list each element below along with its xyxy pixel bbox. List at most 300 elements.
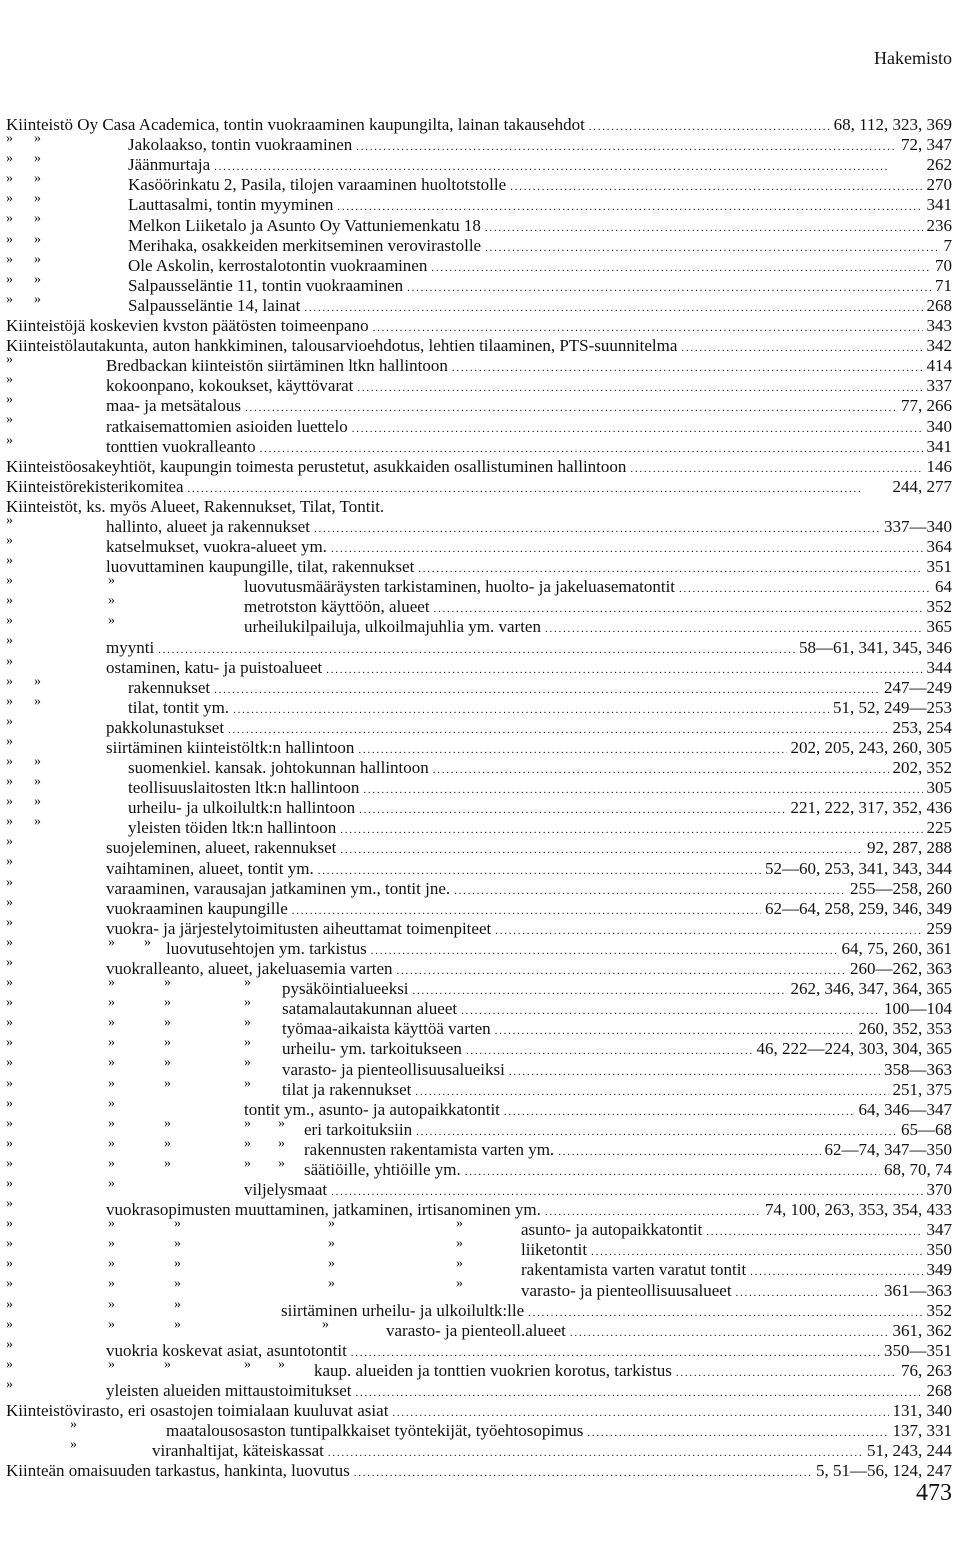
entry-pages: 260—262, 363 [850,959,952,979]
leader-dots [485,236,939,256]
entry-text: Jäänmurtaja [128,155,211,175]
ditto-mark: » [244,1115,251,1131]
entry-text: Lauttasalmi, tontin myyminen [128,195,334,215]
leader-dots [570,1321,889,1341]
index-entries [6,110,952,1481]
ditto-marks [6,552,106,572]
entry-pages: 77, 266 [901,396,952,416]
ditto-mark: » [6,854,13,870]
entry-pages: 52—60, 253, 341, 343, 344 [765,858,952,878]
ditto-mark: » [34,794,41,810]
ditto-marks [6,954,106,974]
entry-text: tontit ym., asunto- ja autopaikkatontit [244,1099,500,1119]
ditto-mark: » [6,673,13,689]
entry-pages: 259 [926,918,952,938]
leader-dots [676,1361,897,1381]
leader-dots [331,1180,922,1200]
ditto-mark: » [6,532,13,548]
ditto-mark: » [6,713,13,729]
entry-text: katselmukset, vuokra-alueet ym. [106,537,327,557]
leader-dots [351,1341,880,1361]
ditto-mark: » [6,1035,13,1051]
entry-text: siirtäminen urheilu- ja ulkoilultk:lle [281,1300,525,1320]
ditto-mark: » [6,1196,13,1212]
ditto-marks [6,231,128,251]
entry-pages: 251, 375 [892,1079,952,1099]
leader-dots [358,738,786,758]
ditto-mark: » [328,1236,335,1252]
ditto-mark: » [6,251,13,267]
leader-dots [397,959,846,979]
entry-pages: 340 [926,416,952,436]
leader-dots [630,457,922,477]
leader-dots [528,1301,922,1321]
entry-text: asunto- ja autopaikkatontit [521,1220,703,1240]
entry-text: Melkon Liiketalo ja Asunto Oy Vattuniemenkatu 18 [128,215,481,235]
entry-text: eri tarkoituksiin [304,1119,413,1139]
leader-dots [214,678,880,698]
ditto-marks [6,1436,152,1456]
entry-pages: 344 [926,657,952,677]
entry-pages: 341 [926,195,952,215]
ditto-marks [6,693,128,713]
ditto-mark: » [108,1216,115,1232]
entry-text: ratkaisemattomien asioiden luettelo [106,416,348,436]
entry-text: urheilu- ym. tarkoitukseen [282,1039,462,1059]
ditto-mark: » [244,1155,251,1171]
ditto-marks [6,833,106,853]
entry-pages: 62—74, 347—350 [824,1139,952,1159]
ditto-marks [6,1255,521,1275]
entry-text: Kiinteistö Oy Casa Academica, tontin vuokraaminen kaupungilta, lainan takausehdot [6,115,585,135]
entry-pages: 62—64, 258, 259, 346, 349 [765,898,952,918]
entry-pages: 68, 70, 74 [884,1159,952,1179]
ditto-mark: » [108,1316,115,1332]
ditto-mark: » [108,1035,115,1051]
leader-dots [413,979,787,999]
leader-dots [681,336,922,356]
entry-pages: 361, 362 [892,1320,952,1340]
ditto-marks [6,1336,106,1356]
leader-dots [431,256,931,276]
ditto-mark: » [70,1417,77,1433]
entry-text: työmaa-aikaista käyttöä varten [282,1019,491,1039]
entry-text: pysäköintialueeksi [282,979,409,999]
ditto-mark: » [6,814,13,830]
entry-text: suomenkiel. kansak. johtokunnan hallintoon [128,758,429,778]
entry-text: viljelysmaat [244,1180,328,1200]
index-entry [6,110,952,135]
ditto-mark: » [6,1216,13,1232]
entry-pages: 64 [935,577,952,597]
leader-dots [558,1140,820,1160]
entry-pages: 365 [926,617,952,637]
leader-dots [352,417,923,437]
entry-pages: 202, 205, 243, 260, 305 [790,738,952,757]
ditto-mark: » [108,1135,115,1151]
entry-pages: 337—340 [884,516,952,536]
ditto-mark: » [278,1115,285,1131]
ditto-mark: » [34,271,41,287]
ditto-marks [6,773,128,793]
ditto-mark: » [164,1135,171,1151]
entry-text: vuokria koskevat asiat, asuntotontit [106,1340,347,1360]
entry-pages: 337 [926,376,952,396]
ditto-mark: » [108,1155,115,1171]
ditto-mark: » [6,1376,13,1392]
ditto-mark: » [6,1095,13,1111]
entry-text: vaihtaminen, alueet, tontit ym. [106,858,314,878]
leader-dots [415,1080,888,1100]
entry-pages: 262, 346, 347, 364, 365 [790,979,952,999]
ditto-mark: » [278,1155,285,1171]
leader-dots [331,537,923,557]
ditto-mark: » [456,1236,463,1252]
leader-dots [509,1060,880,1080]
ditto-mark: » [6,693,13,709]
entry-text: tilat, tontit ym. [128,697,230,717]
ditto-mark: » [6,291,13,307]
entry-text: vuokrasopimusten muuttaminen, jatkaminen, irtisanominen ym. [106,1200,541,1220]
ditto-mark: » [6,934,13,950]
ditto-mark: » [34,231,41,247]
entry-text: tonttien vuokralleanto [106,436,256,456]
leader-dots [158,638,795,658]
ditto-marks [6,894,106,914]
ditto-mark: » [108,573,115,589]
ditto-marks [6,653,106,673]
ditto-marks [6,813,128,833]
ditto-marks [6,432,106,452]
entry-text: Kiinteistölautakunta, auton hankkiminen, talousarvioehdotus, lehtien tilaaminen, PTS-suunnitelma [6,336,678,356]
entry-pages: 51, 243, 244 [867,1441,952,1461]
ditto-mark: » [6,231,13,247]
entry-pages: 46, 222—224, 303, 304, 365 [756,1039,952,1059]
entry-pages: 51, 52, 249—253 [833,697,952,717]
entry-text: rakennusten rakentamista varten ym. [304,1139,555,1159]
ditto-mark: » [6,271,13,287]
leader-dots [407,276,931,296]
ditto-mark: » [6,352,13,368]
leader-dots [357,376,922,396]
leader-dots [504,1100,855,1120]
entry-pages: 349 [926,1260,952,1280]
entry-pages: 131, 340 [892,1401,952,1421]
entry-pages: 370 [926,1180,952,1200]
ditto-mark: » [6,1276,13,1292]
entry-pages: 236 [926,215,952,235]
ditto-marks [6,733,106,753]
ditto-mark: » [6,191,13,207]
ditto-mark: » [6,1135,13,1151]
leader-dots [228,718,888,738]
ditto-marks [6,592,244,612]
leader-dots [466,1039,753,1059]
leader-dots [465,1160,880,1180]
ditto-mark: » [108,1055,115,1071]
leader-dots [340,838,863,858]
entry-pages: 92, 287, 288 [867,838,952,858]
entry-pages: 253, 254 [892,717,952,737]
entry-pages: 270 [926,175,952,195]
entry-text: ostaminen, katu- ja puistoalueet [106,657,323,677]
leader-dots [363,778,922,798]
entry-text: Salpausseläntie 14, lainat [128,295,301,315]
leader-dots [461,999,880,1019]
ditto-mark: » [6,553,13,569]
ditto-mark: » [34,171,41,187]
entry-pages: 268 [926,1381,952,1400]
entry-text: luovutusehtojen ym. tarkistus [166,938,367,958]
entry-text: varasto- ja pienteoll.alueet [386,1320,566,1340]
ditto-marks [6,190,128,210]
entry-pages: 202, 352 [892,758,952,778]
ditto-mark: » [328,1276,335,1292]
ditto-mark: » [144,934,151,950]
ditto-mark: » [164,1055,171,1071]
entry-text: satamalautakunnan alueet [282,999,458,1019]
ditto-mark: » [6,774,13,790]
ditto-mark: » [6,1015,13,1031]
ditto-marks [6,934,166,954]
ditto-mark: » [6,733,13,749]
leader-dots [326,658,922,678]
ditto-marks [6,1416,166,1436]
leader-dots [545,617,923,637]
leader-dots [337,195,922,215]
ditto-marks [6,632,106,652]
ditto-mark: » [6,1256,13,1272]
entry-pages: 305 [926,778,952,798]
leader-dots [545,1200,761,1220]
ditto-mark: » [6,171,13,187]
ditto-mark: » [6,894,13,910]
ditto-marks [6,210,128,230]
ditto-mark: » [6,1316,13,1332]
ditto-mark: » [244,1075,251,1091]
ditto-mark: » [6,392,13,408]
ditto-mark: » [164,1356,171,1372]
entry-text: metrotston käyttöön, alueet [244,597,430,617]
entry-pages: 76, 263 [901,1360,952,1380]
ditto-mark: » [6,754,13,769]
leader-dots [433,758,889,778]
entry-text: rakennukset [128,677,211,697]
ditto-mark: » [34,774,41,790]
ditto-marks [6,271,128,291]
ditto-marks [6,1235,521,1255]
leader-dots [454,879,846,899]
ditto-mark: » [244,1135,251,1151]
ditto-marks [6,1376,106,1396]
ditto-mark: » [6,995,13,1011]
leader-dots [750,1260,922,1280]
entry-pages: 358—363 [884,1059,952,1079]
ditto-mark: » [164,1075,171,1091]
entry-pages: 260, 352, 353 [858,1019,952,1039]
ditto-mark: » [6,954,13,970]
entry-text: vuokralleanto, alueet, jakeluasemia varten [106,959,393,979]
entry-pages: 146 [926,456,952,476]
ditto-mark: » [6,1336,13,1352]
ditto-mark: » [34,151,41,167]
ditto-mark: » [174,1296,181,1312]
ditto-mark: » [174,1256,181,1272]
ditto-mark: » [108,975,115,991]
entry-text: Kasöörinkatu 2, Pasila, tilojen varaaminen huoltotstolle [128,175,507,195]
ditto-marks [6,673,128,693]
ditto-marks [6,1115,304,1135]
ditto-mark: » [244,995,251,1011]
ditto-mark: » [6,633,13,649]
entry-pages: 74, 100, 263, 353, 354, 433 [765,1200,952,1220]
ditto-mark: » [108,1115,115,1131]
entry-pages: 137, 331 [892,1421,952,1441]
entry-pages: 7 [943,235,952,255]
entry-pages: 71 [935,275,952,295]
ditto-marks [6,974,282,994]
leader-dots [589,115,830,135]
ditto-mark: » [6,432,13,448]
entry-text: vuokraaminen kaupungille [106,898,288,918]
entry-text: urheilu- ja ulkoilultk:n hallintoon [128,798,356,818]
ditto-mark: » [70,1437,77,1453]
leader-dots [314,517,880,537]
entry-text: vuokra- ja järjestelytoimitusten aiheuttamat toimenpiteet [106,918,492,938]
ditto-mark: » [6,131,13,147]
leader-dots [328,1441,863,1461]
ditto-mark: » [164,1115,171,1131]
ditto-mark: » [6,834,13,850]
ditto-mark: » [108,1075,115,1091]
ditto-marks [6,1075,282,1095]
ditto-mark: » [244,975,251,991]
entry-text: luovutusmääräysten tarkistaminen, huolto- ja jakeluasematontit [244,577,676,597]
ditto-marks [6,572,244,592]
entry-text: liiketontit [521,1240,588,1260]
leader-dots [356,1381,923,1401]
leader-dots [495,1019,855,1039]
ditto-marks [6,1195,106,1215]
entry-text: säätiöille, yhtiöille ym. [304,1159,461,1179]
entry-text: maatalousosaston tuntipalkkaiset työntekijät, työehtosopimus [166,1421,584,1441]
entry-pages: 343 [926,316,952,336]
leader-dots [510,175,922,195]
entry-pages: 350—351 [884,1340,952,1360]
ditto-mark: » [244,1035,251,1051]
leader-dots [245,396,897,416]
entry-text: Bredbackan kiinteistön siirtäminen ltkn hallintoon [106,356,448,376]
ditto-mark: » [244,1356,251,1372]
ditto-mark: » [34,211,41,227]
ditto-marks [6,411,106,431]
ditto-mark: » [278,1135,285,1151]
leader-dots [452,356,923,376]
ditto-marks [6,532,106,552]
leader-dots [359,798,786,818]
ditto-marks [6,713,106,733]
ditto-marks [6,251,128,271]
ditto-mark: » [6,512,13,528]
ditto-marks [6,291,128,311]
entry-pages: 268 [926,295,952,315]
ditto-mark: » [322,1316,329,1332]
ditto-marks [6,1095,244,1115]
ditto-mark: » [244,1015,251,1031]
leader-dots [587,1421,888,1441]
leader-dots [292,899,761,919]
ditto-mark: » [174,1276,181,1292]
leader-dots [416,1120,897,1140]
leader-dots [356,135,897,155]
ditto-marks [6,371,106,391]
ditto-marks [6,853,106,873]
ditto-mark: » [456,1216,463,1232]
entry-text: Salpausseläntie 11, tontin vuokraaminen [128,275,404,295]
ditto-marks [6,1034,282,1054]
entry-pages: 100—104 [884,999,952,1019]
entry-pages: 72, 347 [901,135,952,155]
entry-text: kaup. alueiden ja tonttien vuokrien korotus, tarkistus [314,1360,672,1380]
leader-dots [591,1240,922,1260]
ditto-mark: » [6,1115,13,1131]
ditto-mark: » [6,1155,13,1171]
entry-text: tilat ja rakennukset [282,1079,412,1099]
leader-dots [373,316,923,336]
ditto-mark: » [108,613,115,629]
entry-pages: 352 [926,597,952,617]
ditto-marks [6,874,106,894]
ditto-marks [6,1316,386,1336]
entry-text: luovuttaminen kaupungille, tilat, rakennukset [106,557,415,577]
ditto-mark: » [34,251,41,267]
entry-text: Jakolaakso, tontin vuokraaminen [128,135,353,155]
ditto-marks [6,914,106,934]
ditto-mark: » [244,1055,251,1071]
ditto-mark: » [6,1356,13,1372]
ditto-mark: » [6,211,13,227]
ditto-mark: » [6,613,13,629]
ditto-mark: » [328,1256,335,1272]
ditto-mark: » [34,291,41,307]
entry-pages: 342 [926,336,952,356]
entry-text: rakentamista varten varatut tontit [521,1260,747,1280]
ditto-mark: » [174,1216,181,1232]
ditto-marks [6,753,128,773]
ditto-mark: » [108,1276,115,1292]
entry-text: Kiinteistövirasto, eri osastojen toimialaan kuuluvat asiat [6,1401,389,1421]
entry-pages: 341 [926,436,952,456]
ditto-mark: » [6,874,13,890]
ditto-mark: » [6,653,13,669]
ditto-mark: » [34,814,41,830]
leader-dots [304,296,922,316]
entry-pages: 255—258, 260 [850,878,952,898]
ditto-mark: » [6,975,13,991]
leader-dots [679,577,931,597]
ditto-mark: » [108,1236,115,1252]
ditto-marks [6,1054,282,1074]
entry-pages: 414 [926,356,952,376]
ditto-mark: » [34,673,41,689]
ditto-marks [6,1356,314,1376]
ditto-mark: » [456,1276,463,1292]
ditto-marks [6,994,282,1014]
leader-dots [706,1220,922,1240]
leader-dots [418,557,922,577]
entry-text: Kiinteistöosakeyhtiöt, kaupungin toimesta perustetut, asukkaiden osallistuminen hallintoon [6,456,627,476]
ditto-mark: » [34,693,41,709]
